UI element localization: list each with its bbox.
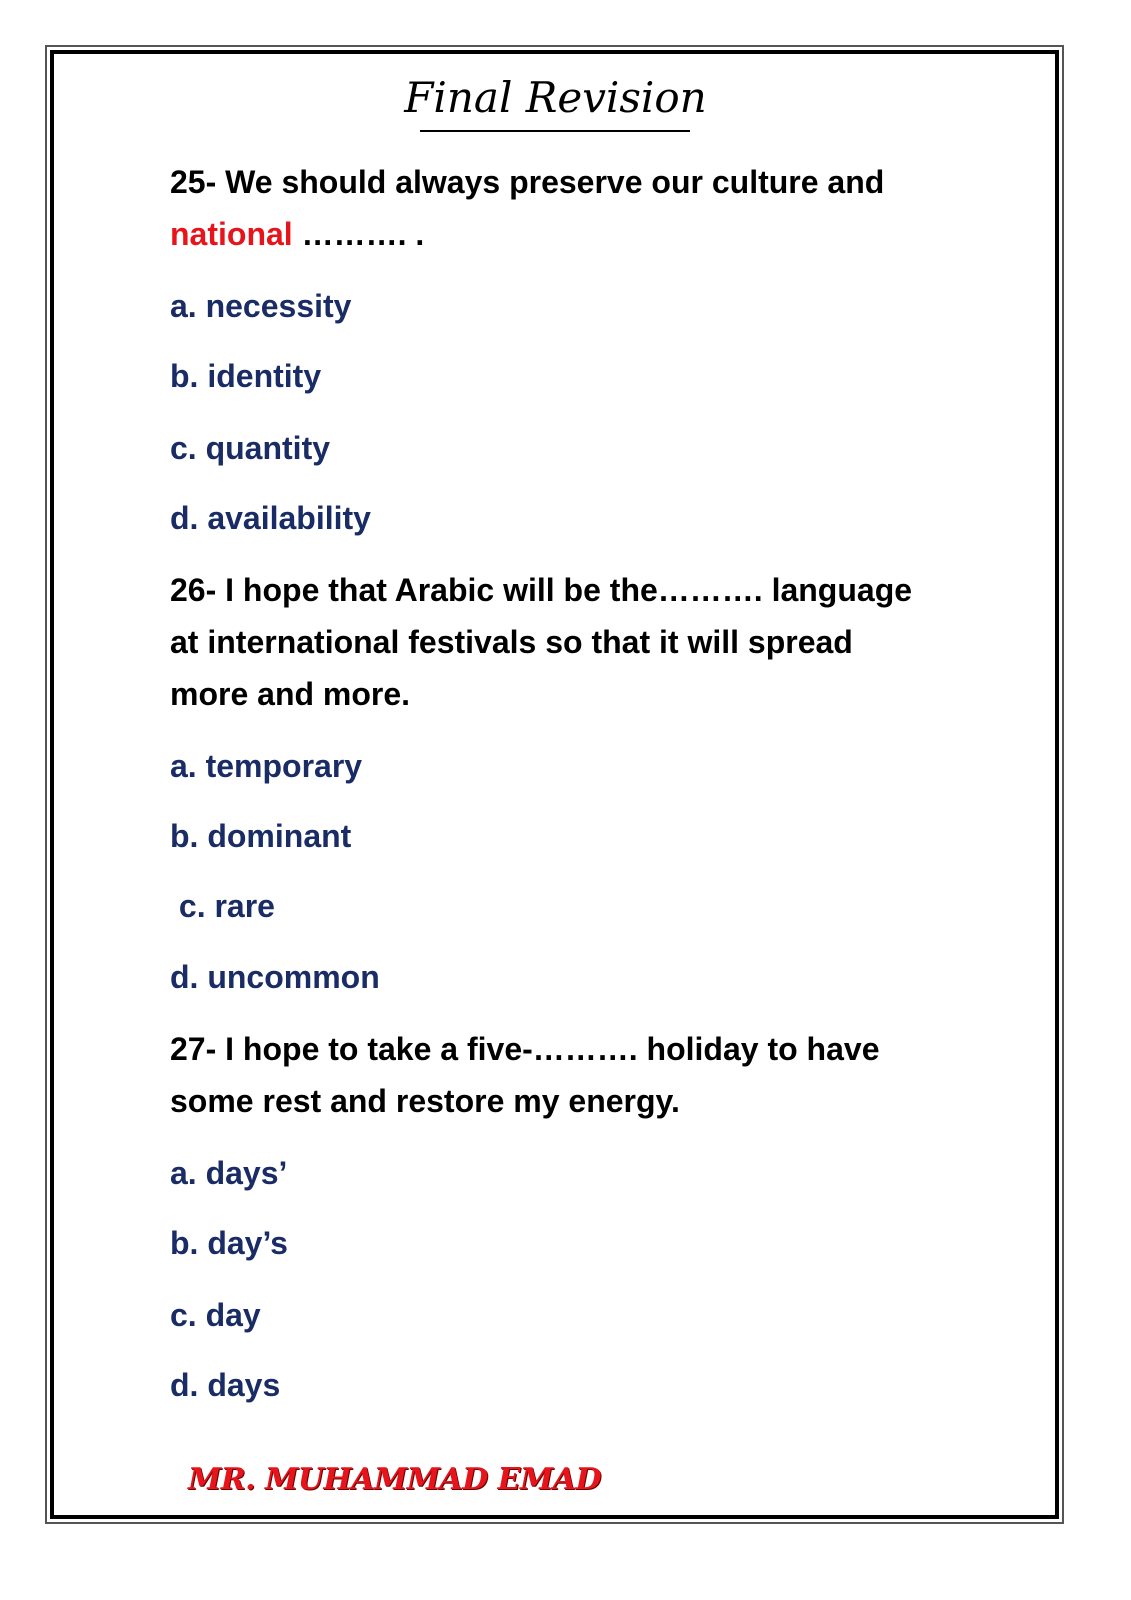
question-26-line1: 26- I hope that Arabic will be the………. language	[170, 572, 913, 608]
question-26	[170, 564, 940, 720]
question-25-option-a[interactable]: a. necessity	[170, 288, 352, 324]
title-underline	[420, 130, 690, 132]
question-25-option-d[interactable]: d. availability	[170, 500, 371, 536]
question-25-highlight: national	[170, 216, 293, 252]
question-25-line2	[170, 208, 940, 260]
question-25-blank: ………. .	[292, 216, 425, 252]
question-25-line1: 25- We should always preserve our culture and	[170, 164, 885, 200]
question-26-line3: more and more.	[170, 676, 411, 712]
question-26-line2: at international festivals so that it will spread	[170, 624, 853, 660]
question-27-line1: 27- I hope to take a five-………. holiday to have	[170, 1031, 880, 1067]
page-title: Final Revision	[404, 73, 707, 122]
question-25	[170, 156, 940, 260]
question-26-option-d[interactable]: d. uncommon	[170, 959, 380, 995]
question-27	[170, 1023, 940, 1127]
question-27-option-c[interactable]: c. day	[170, 1297, 261, 1333]
question-26-option-c[interactable]: c. rare	[170, 888, 275, 924]
question-26-option-a[interactable]: a. temporary	[170, 748, 363, 784]
question-27-option-a[interactable]: a. days’	[170, 1155, 288, 1191]
question-27-option-d[interactable]: d. days	[170, 1367, 281, 1403]
question-26-option-b[interactable]: b. dominant	[170, 818, 352, 854]
question-27-line2: some rest and restore my energy.	[170, 1083, 680, 1119]
author-signature: MR. MUHAMMAD EMAD	[188, 1462, 602, 1497]
question-25-option-b[interactable]: b. identity	[170, 358, 322, 394]
question-25-option-c[interactable]: c. quantity	[170, 430, 331, 466]
question-27-option-b[interactable]: b. day’s	[170, 1225, 288, 1261]
